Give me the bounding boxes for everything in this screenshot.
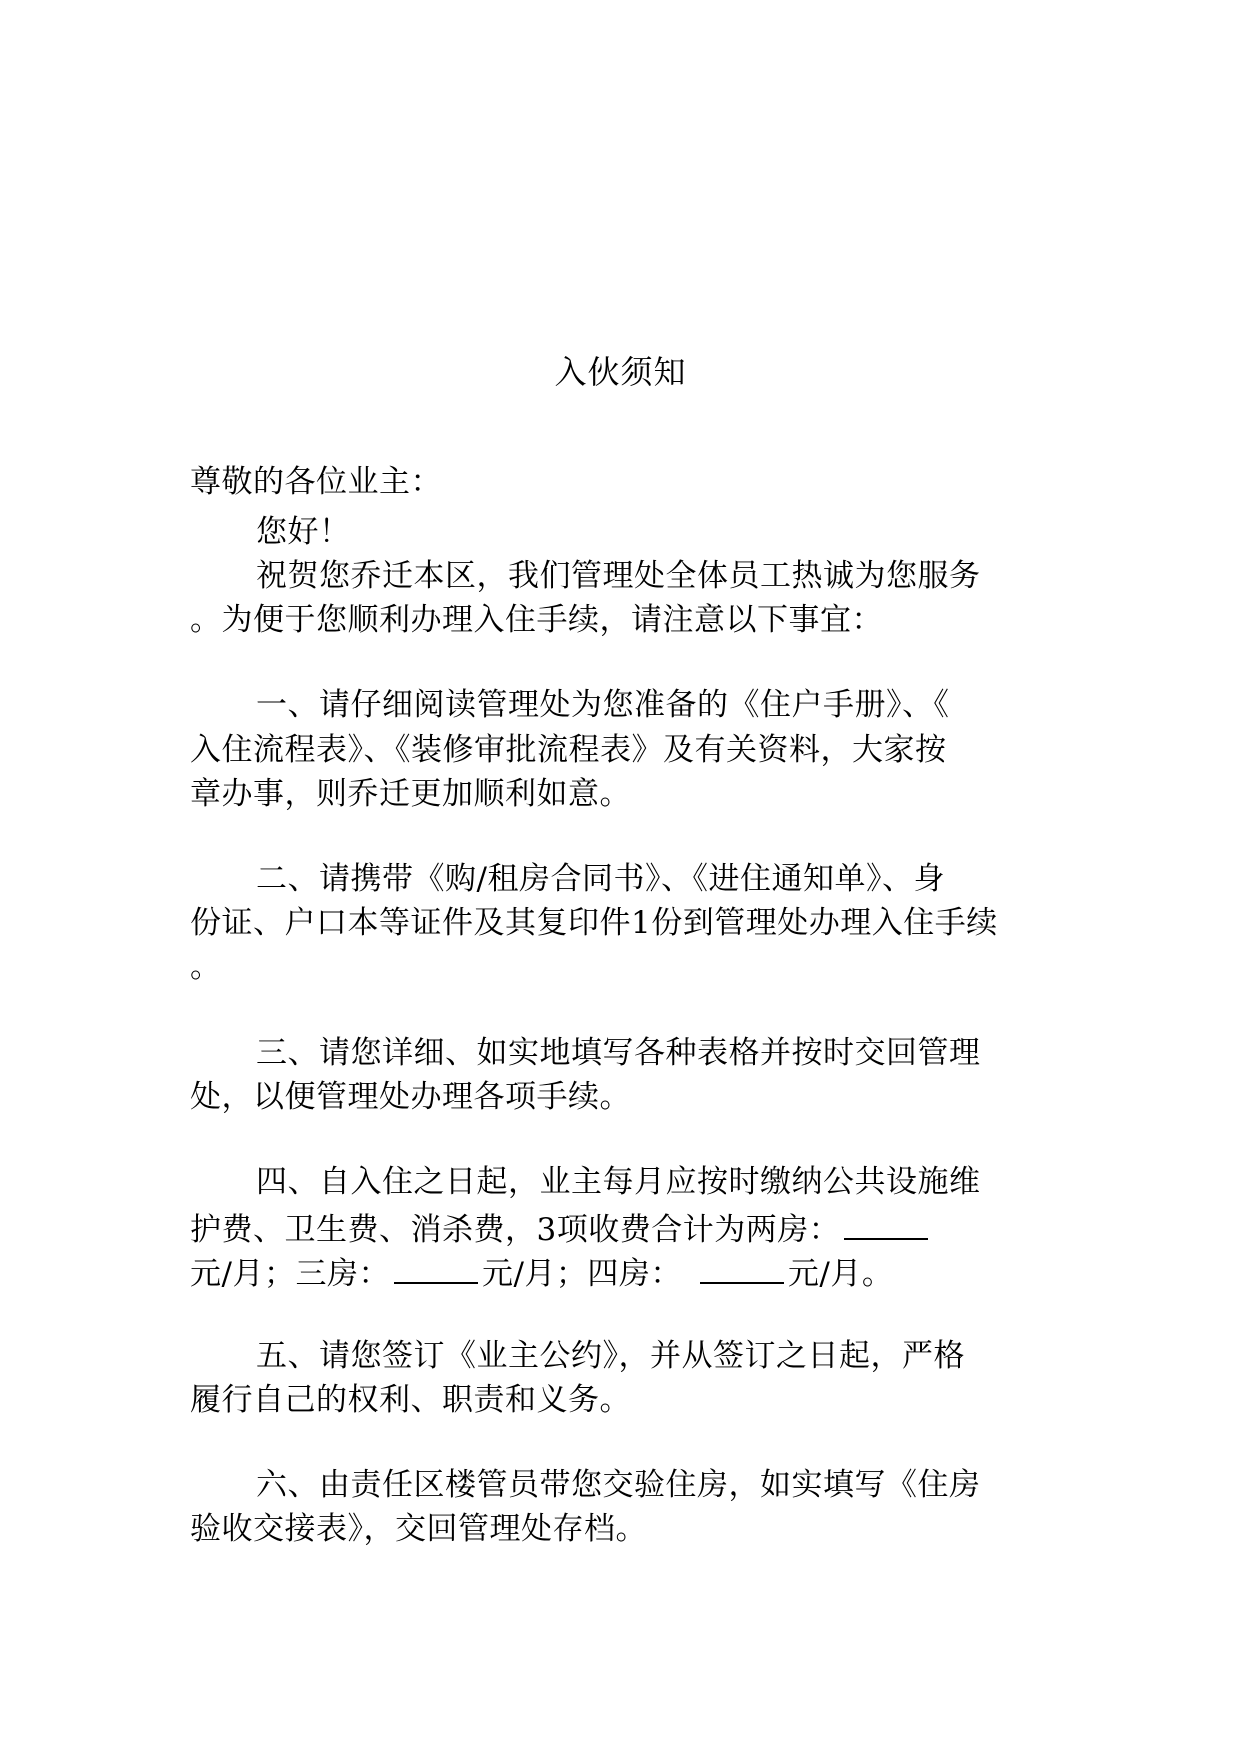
greeting: 您好！ bbox=[256, 514, 351, 550]
item4-unit-three-room: 元/月；四房： bbox=[481, 1256, 682, 1292]
item5-line-1: 五、请您签订《业主公约》，并从签订之日起，严格 bbox=[256, 1338, 965, 1374]
page-title: 入伙须知 bbox=[554, 353, 687, 391]
item4-line-1: 四、自入住之日起，业主每月应按时缴纳公共设施维 bbox=[256, 1164, 981, 1200]
item2-line-2: 份证、户口本等证件及其复印件1份到管理处办理入住手续 bbox=[190, 905, 998, 941]
item6-line-1: 六、由责任区楼管员带您交验住房，如实填写《住房 bbox=[256, 1467, 981, 1503]
item4-unit-four-room: 元/月。 bbox=[787, 1256, 894, 1292]
intro-line-1: 祝贺您乔迁本区，我们管理处全体员工热诚为您服务 bbox=[256, 558, 981, 594]
item1-line-3: 章办事，则乔迁更加顺利如意。 bbox=[190, 776, 631, 812]
salutation: 尊敬的各位业主： bbox=[190, 464, 442, 500]
item2-line-3: 。 bbox=[190, 949, 222, 985]
item4-two-room-text: 护费、卫生费、消杀费，3项收费合计为两房： bbox=[190, 1212, 841, 1248]
intro-line-2: 。为便于您顺利办理入住手续，请注意以下事宜： bbox=[190, 602, 883, 638]
item4-line-3 bbox=[190, 1250, 893, 1294]
fee-blank-two-room bbox=[844, 1206, 928, 1240]
item3-line-1: 三、请您详细、如实地填写各种表格并按时交回管理 bbox=[256, 1035, 981, 1071]
item1-line-1: 一、请仔细阅读管理处为您准备的《住户手册》、《 bbox=[256, 687, 950, 723]
fee-blank-three-room bbox=[394, 1250, 478, 1284]
item3-line-2: 处，以便管理处办理各项手续。 bbox=[190, 1079, 631, 1115]
item5-line-2: 履行自己的权利、职责和义务。 bbox=[190, 1382, 631, 1418]
fee-blank-four-room bbox=[700, 1250, 784, 1284]
item1-line-2: 入住流程表》、《装修审批流程表》及有关资料，大家按 bbox=[190, 732, 947, 768]
item2-line-1: 二、请携带《购/租房合同书》、《进住通知单》、身 bbox=[256, 861, 945, 897]
item4-unit-two-room: 元/月；三房： bbox=[190, 1256, 390, 1292]
item6-line-2: 验收交接表》，交回管理处存档。 bbox=[190, 1511, 647, 1547]
item4-line-2 bbox=[190, 1206, 932, 1250]
